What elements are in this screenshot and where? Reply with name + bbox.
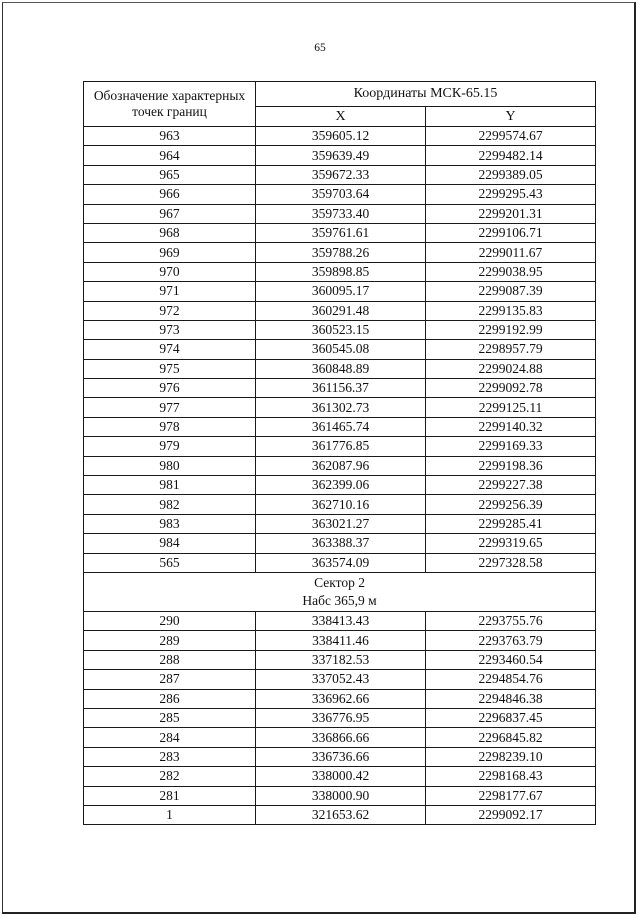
x-cell: 359703.64: [256, 185, 426, 204]
x-cell: 360848.89: [256, 359, 426, 378]
y-cell: 2299192.99: [426, 320, 596, 339]
point-id-cell: 977: [84, 398, 256, 417]
point-id-cell: 974: [84, 340, 256, 359]
y-cell: 2296845.82: [426, 728, 596, 747]
y-cell: 2299140.32: [426, 417, 596, 436]
table-row: [84, 786, 596, 805]
point-id-cell: 290: [84, 611, 256, 630]
y-cell: 2299024.88: [426, 359, 596, 378]
y-cell: 2299227.38: [426, 476, 596, 495]
table-row: [84, 165, 596, 184]
x-cell: 361776.85: [256, 437, 426, 456]
x-cell: 336962.66: [256, 689, 426, 708]
table-row: [84, 728, 596, 747]
y-cell: 2299201.31: [426, 204, 596, 223]
sector-row: [84, 572, 596, 611]
table-row: [84, 398, 596, 417]
table-row: [84, 417, 596, 436]
sector-heading: [84, 572, 596, 611]
header-coordinates: Координаты МСК-65.15: [256, 82, 596, 107]
y-cell: 2299125.11: [426, 398, 596, 417]
y-cell: 2298957.79: [426, 340, 596, 359]
table-row: [84, 611, 596, 630]
point-id-cell: 972: [84, 301, 256, 320]
point-id-cell: 964: [84, 146, 256, 165]
table-row: [84, 340, 596, 359]
table-row: [84, 320, 596, 339]
x-cell: 337052.43: [256, 670, 426, 689]
x-cell: 359672.33: [256, 165, 426, 184]
y-cell: 2299482.14: [426, 146, 596, 165]
table-row: [84, 514, 596, 533]
x-cell: 336776.95: [256, 708, 426, 727]
table-row: [84, 670, 596, 689]
x-cell: 337182.53: [256, 650, 426, 669]
table-row: [84, 476, 596, 495]
table-row: [84, 146, 596, 165]
coordinates-table: [83, 81, 596, 825]
x-cell: 360095.17: [256, 282, 426, 301]
point-id-cell: 979: [84, 437, 256, 456]
x-cell: 321653.62: [256, 805, 426, 824]
point-id-cell: 286: [84, 689, 256, 708]
x-cell: 338413.43: [256, 611, 426, 630]
point-id-cell: 289: [84, 631, 256, 650]
y-cell: 2299087.39: [426, 282, 596, 301]
x-cell: 360291.48: [256, 301, 426, 320]
y-cell: 2294846.38: [426, 689, 596, 708]
y-cell: 2299319.65: [426, 534, 596, 553]
y-cell: 2294854.76: [426, 670, 596, 689]
point-id-cell: 973: [84, 320, 256, 339]
table-row: [84, 534, 596, 553]
point-id-cell: 965: [84, 165, 256, 184]
table-row: [84, 747, 596, 766]
table-row: [84, 301, 596, 320]
table-row: [84, 495, 596, 514]
point-id-cell: 963: [84, 127, 256, 146]
page-number: 65: [314, 42, 326, 54]
y-cell: 2298239.10: [426, 747, 596, 766]
table-row: [84, 127, 596, 146]
x-cell: 360523.15: [256, 320, 426, 339]
x-cell: 362087.96: [256, 456, 426, 475]
y-cell: 2293755.76: [426, 611, 596, 630]
x-cell: 359788.26: [256, 243, 426, 262]
x-cell: 360545.08: [256, 340, 426, 359]
y-cell: 2299256.39: [426, 495, 596, 514]
x-cell: 359605.12: [256, 127, 426, 146]
table-row: [84, 767, 596, 786]
table-row: [84, 282, 596, 301]
y-cell: 2299106.71: [426, 223, 596, 242]
table-row: [84, 243, 596, 262]
y-cell: 2299011.67: [426, 243, 596, 262]
y-cell: 2299198.36: [426, 456, 596, 475]
table-row: [84, 631, 596, 650]
x-cell: 359761.61: [256, 223, 426, 242]
table-row: [84, 805, 596, 824]
y-cell: 2299285.41: [426, 514, 596, 533]
table-row: [84, 650, 596, 669]
table-row: [84, 437, 596, 456]
point-id-cell: 288: [84, 650, 256, 669]
y-cell: 2299389.05: [426, 165, 596, 184]
point-id-cell: 976: [84, 379, 256, 398]
y-cell: 2299092.78: [426, 379, 596, 398]
x-cell: 363021.27: [256, 514, 426, 533]
point-id-cell: 969: [84, 243, 256, 262]
point-id-cell: 287: [84, 670, 256, 689]
point-id-cell: 565: [84, 553, 256, 572]
table-row: [84, 359, 596, 378]
x-cell: 359898.85: [256, 262, 426, 281]
point-id-cell: 966: [84, 185, 256, 204]
sector-subtitle: Набс 365,9 м: [302, 592, 377, 608]
header-y: Y: [426, 107, 596, 127]
point-id-cell: 978: [84, 417, 256, 436]
table-row: [84, 379, 596, 398]
point-id-cell: 283: [84, 747, 256, 766]
header-x: X: [256, 107, 426, 127]
point-id-cell: 971: [84, 282, 256, 301]
y-cell: 2293460.54: [426, 650, 596, 669]
x-cell: 336866.66: [256, 728, 426, 747]
x-cell: 362710.16: [256, 495, 426, 514]
x-cell: 359639.49: [256, 146, 426, 165]
point-id-cell: 975: [84, 359, 256, 378]
y-cell: 2299092.17: [426, 805, 596, 824]
point-id-cell: 1: [84, 805, 256, 824]
x-cell: 361156.37: [256, 379, 426, 398]
point-id-cell: 282: [84, 767, 256, 786]
point-id-cell: 984: [84, 534, 256, 553]
x-cell: 338000.90: [256, 786, 426, 805]
y-cell: 2298177.67: [426, 786, 596, 805]
table-row: [84, 689, 596, 708]
table-row: [84, 204, 596, 223]
table-row: [84, 262, 596, 281]
table-row: [84, 553, 596, 572]
point-id-cell: 982: [84, 495, 256, 514]
header-point-label: Обозначение характерных точек границ: [84, 82, 256, 127]
point-id-cell: 981: [84, 476, 256, 495]
y-cell: 2299135.83: [426, 301, 596, 320]
y-cell: 2298168.43: [426, 767, 596, 786]
y-cell: 2297328.58: [426, 553, 596, 572]
point-id-cell: 968: [84, 223, 256, 242]
table-row: [84, 223, 596, 242]
point-id-cell: 281: [84, 786, 256, 805]
point-id-cell: 980: [84, 456, 256, 475]
table-row: [84, 185, 596, 204]
y-cell: 2299295.43: [426, 185, 596, 204]
point-id-cell: 284: [84, 728, 256, 747]
y-cell: 2299169.33: [426, 437, 596, 456]
point-id-cell: 983: [84, 514, 256, 533]
point-id-cell: 970: [84, 262, 256, 281]
sector-title: Сектор 2: [314, 574, 365, 590]
x-cell: 338000.42: [256, 767, 426, 786]
table-row: [84, 456, 596, 475]
x-cell: 363574.09: [256, 553, 426, 572]
x-cell: 362399.06: [256, 476, 426, 495]
point-id-cell: 967: [84, 204, 256, 223]
x-cell: 363388.37: [256, 534, 426, 553]
table-header-row: [84, 82, 596, 107]
x-cell: 338411.46: [256, 631, 426, 650]
y-cell: 2299574.67: [426, 127, 596, 146]
x-cell: 336736.66: [256, 747, 426, 766]
y-cell: 2293763.79: [426, 631, 596, 650]
point-id-cell: 285: [84, 708, 256, 727]
table-row: [84, 708, 596, 727]
x-cell: 361302.73: [256, 398, 426, 417]
x-cell: 361465.74: [256, 417, 426, 436]
x-cell: 359733.40: [256, 204, 426, 223]
y-cell: 2296837.45: [426, 708, 596, 727]
y-cell: 2299038.95: [426, 262, 596, 281]
